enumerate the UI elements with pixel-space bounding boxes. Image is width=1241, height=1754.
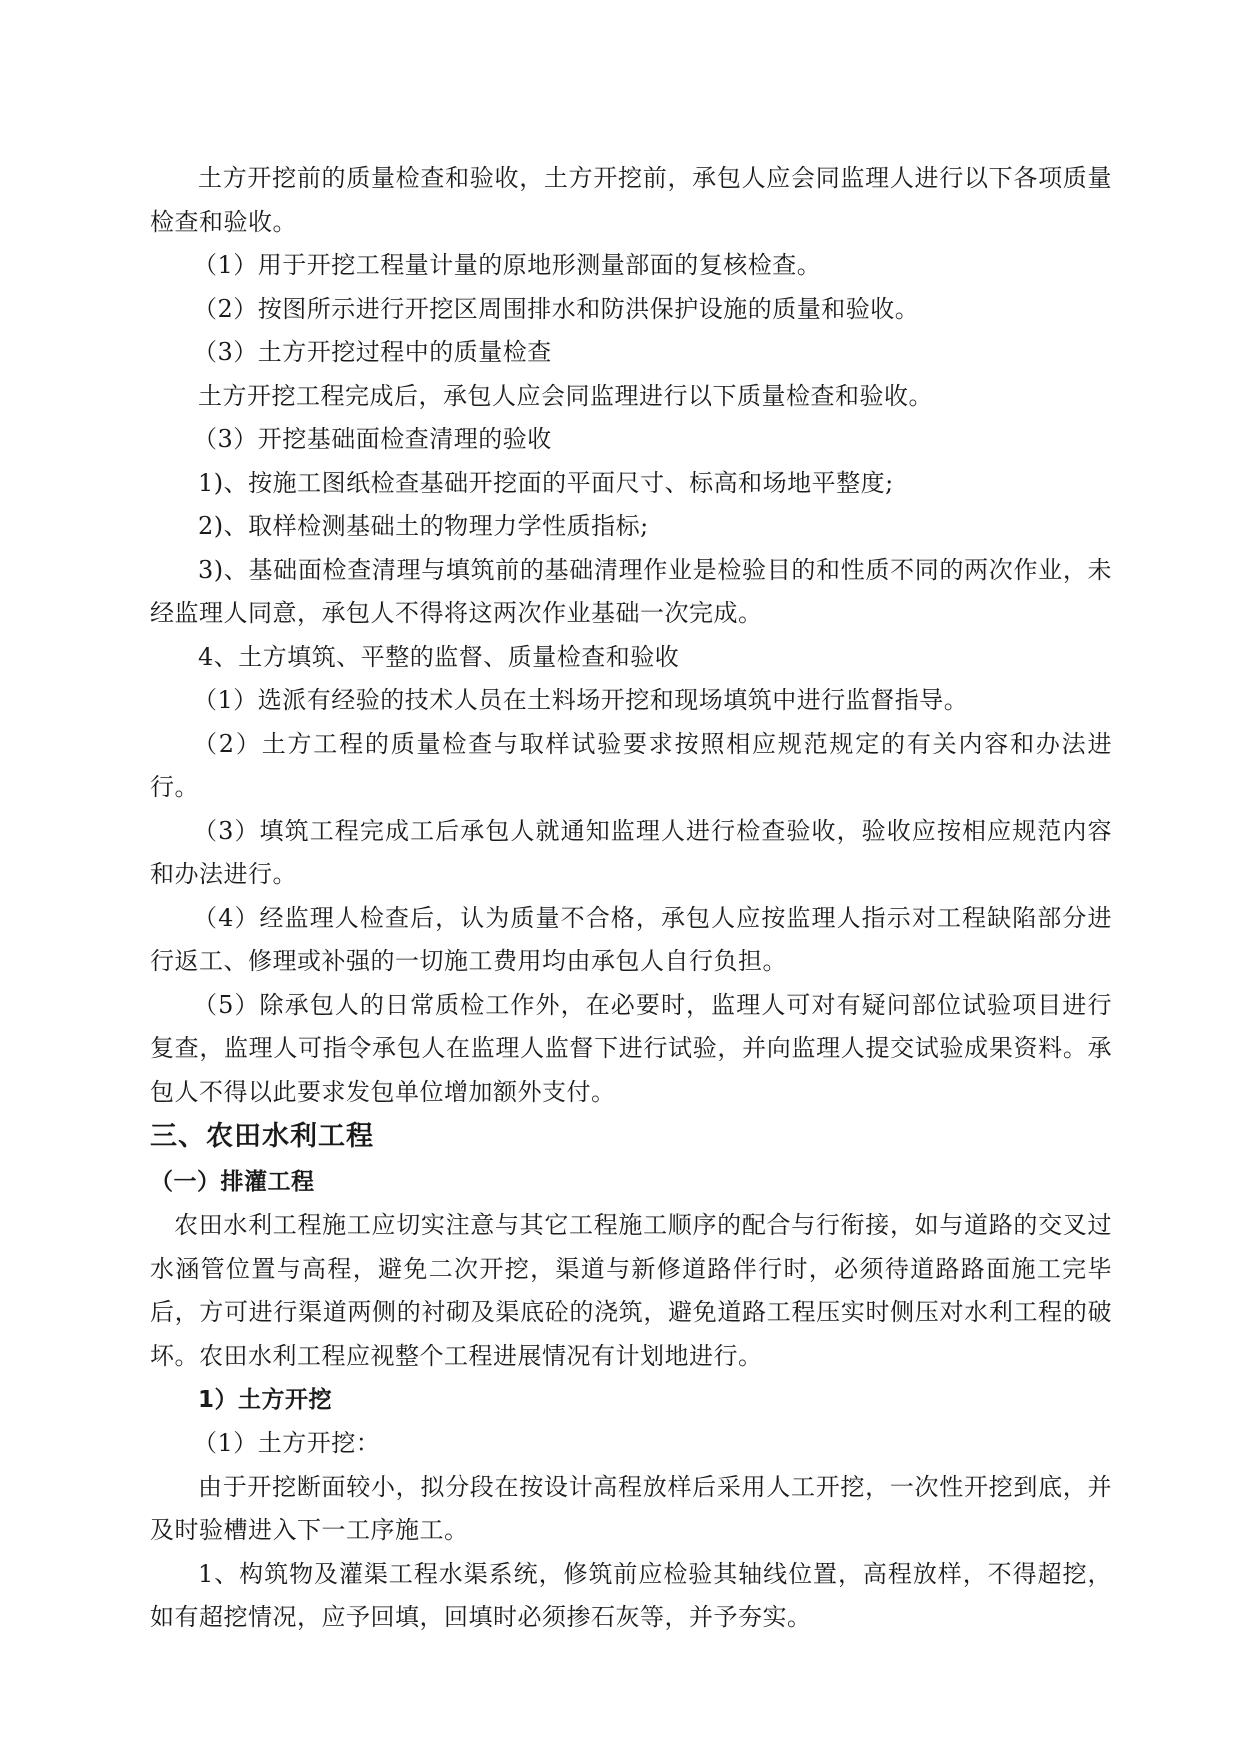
paragraph: 2)、取样检测基础土的物理力学性质指标; [198, 512, 649, 540]
paragraph: 1)、按施工图纸检查基础开挖面的平面尺寸、标高和场地平整度; [198, 468, 894, 497]
document-body [150, 157, 1112, 1640]
paragraph: （1）用于开挖工程量计量的原地形测量部面的复核检查。 [193, 251, 822, 279]
paragraph: 4、土方填筑、平整的监督、质量检查和验收 [198, 642, 680, 671]
paragraph: 土方开挖前的质量检查和验收，土方开挖前，承包人应会同监理人进行以下各项质量检查和验收。 [150, 164, 1112, 236]
subsection-title: （一）排灌工程 [150, 1169, 315, 1195]
paragraph: （2）土方工程的质量检查与取样试验要求按照相应规范规定的有关内容和办法进行。 [150, 729, 1112, 801]
paragraph: 由于开挖断面较小，拟分段在按设计高程放样后采用人工开挖，一次性开挖到底，并及时验槽进入下一工序施工。 [150, 1472, 1112, 1544]
paragraph: （4）经监理人检查后，认为质量不合格，承包人应按监理人指示对工程缺陷部分进行返工、修理或补强的一切施工费用均由承包人自行负担。 [150, 903, 1112, 975]
paragraph: （3）开挖基础面检查清理的验收 [193, 425, 552, 453]
paragraph: 农田水利工程施工应切实注意与其它工程施工顺序的配合与行衔接，如与道路的交叉过水涵管位置与高程，避免二次开挖，渠道与新修道路伴行时，必须待道路路面施工完毕后，方可进行渠道两侧的衬砌及渠底砼的浇筑，避免道路工程压实时侧压对水利工程的破坏。农田水利工程应视整个工程进展情况有计划地进行。 [150, 1211, 1112, 1370]
section-title: 三、农田水利工程 [150, 1121, 374, 1152]
paragraph: （2）按图所示进行开挖区周围排水和防洪保护设施的质量和验收。 [193, 294, 920, 323]
paragraph: （1）选派有经验的技术人员在土料场开挖和现场填筑中进行监督指导。 [193, 686, 969, 714]
paragraph: 3)、基础面检查清理与填筑前的基础清理作业是检验目的和性质不同的两次作业，未经监理人同意，承包人不得将这两次作业基础一次完成。 [150, 555, 1112, 627]
paragraph: （1）土方开挖： [193, 1429, 381, 1457]
paragraph: （3）填筑工程完成工后承包人就通知监理人进行检查验收，验收应按相应规范内容和办法进行。 [150, 816, 1112, 888]
paragraph: 1、构筑物及灌渠工程水渠系统，修筑前应检验其轴线位置，高程放样，不得超挖，如有超挖情况，应予回填，回填时必须掺石灰等，并予夯实。 [150, 1559, 1112, 1631]
paragraph: （5）除承包人的日常质检工作外，在必要时，监理人可对有疑问部位试验项目进行复查，监理人可指令承包人在监理人监督下进行试验，并向监理人提交试验成果资料。承包人不得以此要求发包单位增加额外支付。 [150, 990, 1112, 1106]
paragraph: （3）土方开挖过程中的质量检查 [193, 338, 552, 366]
item-title: 1）土方开挖 [198, 1387, 333, 1413]
paragraph: 土方开挖工程完成后，承包人应会同监理进行以下质量检查和验收。 [198, 381, 933, 410]
